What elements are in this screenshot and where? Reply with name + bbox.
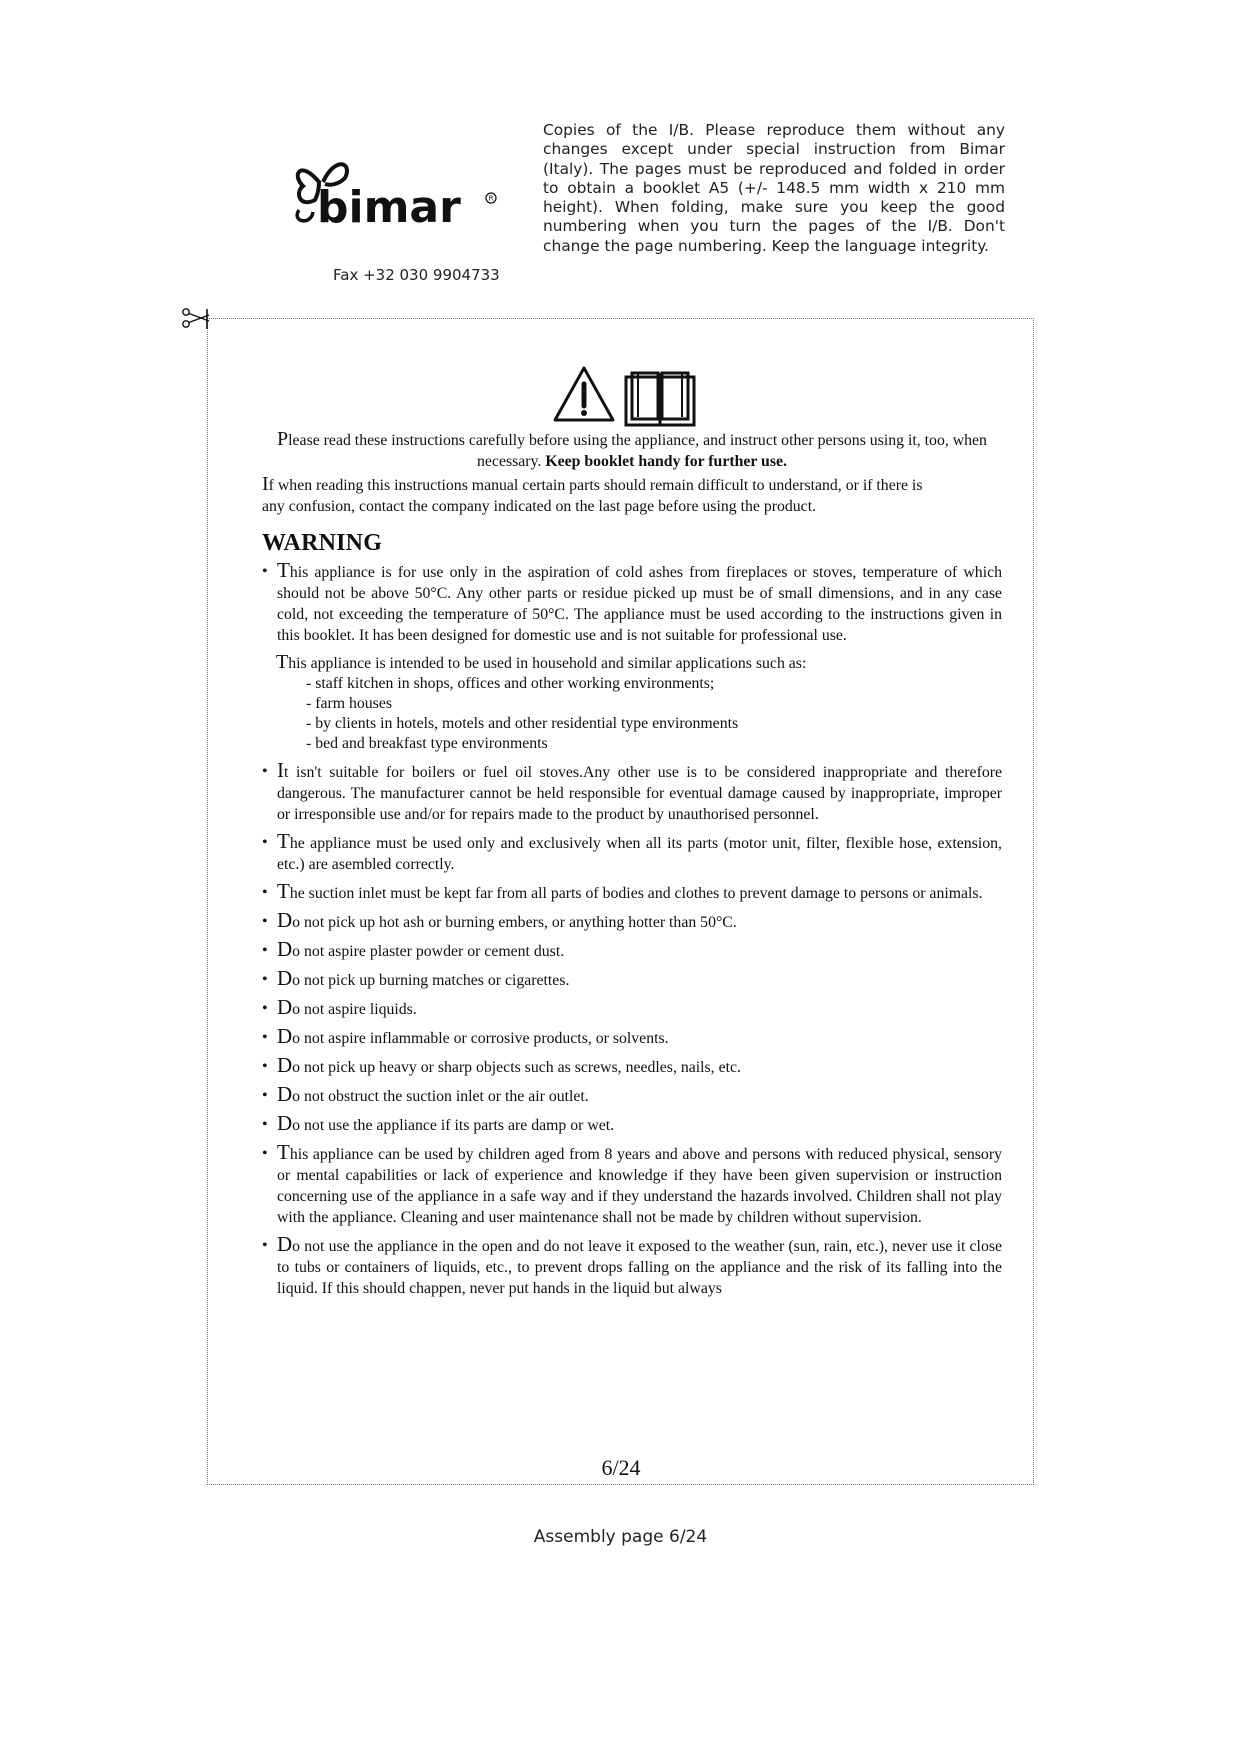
page-number: 6/24: [601, 1455, 641, 1480]
list-item: • Do not pick up heavy or sharp objects such as screws, needles, nails, etc.: [262, 1055, 1002, 1078]
list-item: • Do not aspire plaster powder or cement dust.: [262, 939, 1002, 962]
svg-text:bimar: bimar: [317, 182, 461, 232]
list-item: - by clients in hotels, motels and other residential type environments: [306, 714, 1002, 734]
list-item: - staff kitchen in shops, offices and other working environments;: [306, 674, 1002, 694]
list-item: - bed and breakfast type environments: [306, 734, 1002, 754]
list-item: • Do not pick up burning matches or cigarettes.: [262, 968, 1002, 991]
instructions-content: [262, 429, 1002, 1305]
list-item: • Do not obstruct the suction inlet or the air outlet.: [262, 1084, 1002, 1107]
list-item: • The suction inlet must be kept far from all parts of bodies and clothes to prevent damage to persons or animals.: [262, 881, 1002, 904]
list-item: • Do not use the appliance in the open and do not leave it exposed to the weather (sun, rain, etc.), never use it close to tubs or containers of liquids, etc., to prevent drops falling on the appliance and the risk of its falling into the liquid. If this should chappen, never put hands in the liquid but always: [262, 1234, 1002, 1299]
reproduction-note: Copies of the I/B. Please reproduce them without any changes except under special instruction from Bimar (Italy). The pages must be reproduced and folded in order to obtain a booklet A5 (+/- 148.5 mm width x 210 mm height). When folding, make sure you keep the good numbering when you turn the pages of the I/B. Don't change the page numbering. Keep the language integrity.: [543, 121, 1005, 255]
warning-list: [262, 760, 1002, 1299]
manual-book-icon: [624, 371, 696, 427]
assembly-page-label: Assembly page 6/24: [533, 1527, 708, 1547]
list-item: • The appliance must be used only and exclusively when all its parts (motor unit, filter, flexible hose, extension, etc.) are asembled correctly.: [262, 831, 1002, 875]
intended-use-paragraph: This appliance is intended to be used in household and similar applications such as:: [276, 651, 807, 673]
list-item: • This appliance is for use only in the aspiration of cold ashes from fireplaces or stoves, temperature of which should not be above 50°C. Any other parts or residue picked up must be of small dimensions, and in any case cold, not exceeding the temperature of 50°C. The appliance must be used according to the instructions given in this booklet. It has been designed for domestic use and is not suitable for professional use.: [262, 560, 1002, 646]
warning-list: [262, 560, 1002, 646]
svg-text:R: R: [488, 194, 494, 203]
intro-paragraph-2: If when reading this instructions manual certain parts should remain difficult to understand, or if there is any confusion, contact the company indicated on the last page before using the product.: [262, 473, 923, 515]
list-item: • This appliance can be used by children aged from 8 years and above and persons with reduced physical, sensory or mental capabilities or lack of experience and knowledge if they have been given supervision or instruction concerning use of the appliance in a safe way and if they understand the hazards involved. Children shall not play with the appliance. Cleaning and user maintenance shall not be made by children without supervision.: [262, 1142, 1002, 1228]
list-item: • Do not pick up hot ash or burning embers, or anything hotter than 50°C.: [262, 910, 1002, 933]
list-item: • Do not use the appliance if its parts are damp or wet.: [262, 1113, 1002, 1136]
list-item: • Do not aspire inflammable or corrosive products, or solvents.: [262, 1026, 1002, 1049]
list-item: • Do not aspire liquids.: [262, 997, 1002, 1020]
bimar-logo: [291, 152, 501, 232]
fax-number: Fax +32 030 9904733: [333, 266, 500, 284]
intended-use-list: [306, 674, 1002, 754]
warning-triangle-icon: [551, 364, 617, 424]
scissors-icon: [181, 307, 211, 331]
list-item: - farm houses: [306, 694, 1002, 714]
list-item: • It isn't suitable for boilers or fuel oil stoves.Any other use is to be considered inappropriate and therefore dangerous. The manufacturer cannot be held responsible for eventual damage caused by inappropriate, improper or irresponsible use and/or for repairs made to the product by unauthorised personnel.: [262, 760, 1002, 825]
intro-paragraph-1: Please read these instructions carefully before using the appliance, and instruct other persons using it, too, when necessary. Keep booklet handy for further use.: [277, 428, 987, 470]
warning-heading: WARNING: [262, 530, 383, 556]
